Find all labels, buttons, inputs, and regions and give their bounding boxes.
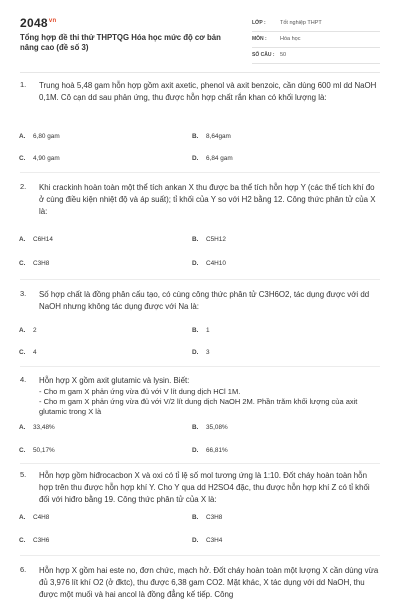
meta-row-count: [252, 48, 380, 64]
option-text: C4H10: [206, 260, 226, 267]
question-stem: Hỗn hợp X gồm hai este no, đơn chức, mạch hở. Đốt cháy hoàn toàn một lượng X cần dùng vừa đủ 3,976 lít khí O2 (ở đktc), thu được 6,38 gam CO2. Mặt khác, X tác dụng với dd NaOH, thu được một muối và hai ancol là đồng đẳng kế tiếp. Công: [39, 566, 379, 599]
option-text: 1: [206, 327, 210, 334]
option-letter: B.: [192, 236, 199, 243]
option-letter: B.: [192, 514, 199, 521]
question-number: 3.: [20, 289, 27, 298]
option-letter: B.: [192, 133, 199, 140]
option-a[interactable]: [19, 514, 49, 521]
option-d[interactable]: [192, 260, 226, 267]
option-letter: C.: [19, 447, 26, 454]
option-text: 4: [33, 349, 37, 356]
option-c[interactable]: [19, 155, 60, 162]
option-text: C3H4: [206, 537, 223, 544]
option-text: 6,84 gam: [206, 155, 233, 162]
option-text: 2: [33, 327, 37, 334]
question-divider: [20, 279, 380, 280]
option-letter: A.: [19, 133, 26, 140]
question-divider: [20, 463, 380, 464]
meta-row-class: [252, 16, 380, 32]
question-intro: Hỗn hợp X gồm axit glutamic và lysin. Biết:: [39, 376, 190, 385]
option-c[interactable]: [19, 260, 49, 267]
option-text: 4,90 gam: [33, 155, 60, 162]
option-text: C5H12: [206, 236, 226, 243]
option-letter: C.: [19, 537, 26, 544]
option-a[interactable]: [19, 236, 53, 243]
option-letter: D.: [192, 349, 199, 356]
header-divider: [20, 72, 380, 73]
logo-text: 2048: [20, 16, 48, 30]
question-divider: [20, 555, 380, 556]
meta-value: Hóa học: [280, 35, 301, 42]
option-d[interactable]: [192, 155, 233, 162]
question-stem: [39, 375, 380, 417]
question-number: 5.: [20, 470, 27, 479]
option-b[interactable]: [192, 327, 210, 334]
option-c[interactable]: [19, 349, 37, 356]
meta-value: Tốt nghiệp THPT: [280, 19, 322, 26]
option-letter: D.: [192, 260, 199, 267]
option-text: C4H8: [33, 514, 50, 521]
option-b[interactable]: [192, 236, 226, 243]
option-letter: B.: [192, 327, 199, 334]
question-number: 2.: [20, 182, 27, 191]
exam-title: Tổng hợp đề thi thử THPTQG Hóa học mức độ cơ bản nâng cao (đề số 3): [20, 33, 221, 52]
question-stem: Số hợp chất là đồng phân cấu tạo, có cùng công thức phân tử C3H6O2, tác dụng được với dd NaOH nhưng không tác dụng được với Na là:: [39, 290, 370, 311]
option-text: 66,81%: [206, 447, 228, 454]
question-divider: [20, 366, 380, 367]
header: [20, 14, 380, 66]
meta-key: LỚP :: [252, 20, 266, 26]
option-letter: C.: [19, 349, 26, 356]
exam-meta: [252, 16, 380, 64]
question-stem: Hỗn hợp gồm hiđrocacbon X và oxi có tỉ lệ số mol tương ứng là 1:10. Đốt cháy hoàn toàn hỗn hợp trên thu được hỗn hợp khí Y. Cho Y qua dd H2SO4 đặc, thu được hỗn hợp khí Z có tỉ khối đối với hiđro bằng 19. Công thức phân tử của X là:: [39, 471, 370, 504]
option-letter: A.: [19, 236, 26, 243]
option-a[interactable]: [19, 327, 37, 334]
option-b[interactable]: [192, 514, 222, 521]
question-number: 1.: [20, 80, 27, 89]
question-line: - Cho m gam X phản ứng vừa đủ với V/2 lít dung dịch NaOH 2M. Phần trăm khối lượng của axit glutamic trong X là: [39, 397, 358, 416]
question-6: [20, 565, 380, 600]
option-c[interactable]: [19, 447, 55, 454]
option-text: 50,17%: [33, 447, 55, 454]
meta-value: 50: [280, 51, 287, 58]
meta-row-subject: [252, 32, 380, 48]
option-text: 33,48%: [33, 424, 55, 431]
option-text: C3H6: [33, 537, 50, 544]
question-stem: Khi crackinh hoàn toàn một thể tích ankan X thu được ba thể tích hỗn hợp Y (các thể tích khí đo ở cùng điều kiện nhiệt độ và áp suất); tỉ khối của Y so với H2 bằng 12. Công thức phân tử của X là:: [39, 183, 376, 216]
option-letter: A.: [19, 424, 26, 431]
option-letter: A.: [19, 327, 26, 334]
option-c[interactable]: [19, 537, 49, 544]
option-text: 3: [206, 349, 210, 356]
option-b[interactable]: [192, 133, 231, 140]
option-letter: C.: [19, 155, 26, 162]
option-letter: C.: [19, 260, 26, 267]
option-d[interactable]: [192, 447, 228, 454]
logo-suffix: vn: [48, 18, 57, 24]
option-letter: D.: [192, 155, 199, 162]
option-letter: D.: [192, 447, 199, 454]
option-text: 35,08%: [206, 424, 228, 431]
option-text: C3H8: [206, 514, 223, 521]
question-number: 6.: [20, 565, 27, 574]
meta-key: SỐ CÂU :: [252, 52, 275, 58]
question-divider: [20, 172, 380, 173]
option-text: C6H14: [33, 236, 53, 243]
option-letter: D.: [192, 537, 199, 544]
option-b[interactable]: [192, 424, 228, 431]
option-text: C3H8: [33, 260, 50, 267]
question-line: - Cho m gam X phản ứng vừa đủ với V lít dung dịch HCl 1M.: [39, 387, 241, 396]
option-d[interactable]: [192, 537, 222, 544]
option-letter: B.: [192, 424, 199, 431]
option-a[interactable]: [19, 133, 60, 140]
option-text: 8,64gam: [206, 133, 231, 140]
meta-key: MÔN :: [252, 36, 267, 42]
option-d[interactable]: [192, 349, 210, 356]
question-number: 4.: [20, 375, 27, 384]
option-letter: A.: [19, 514, 26, 521]
option-text: 6,80 gam: [33, 133, 60, 140]
option-a[interactable]: [19, 424, 55, 431]
question-stem: Trung hoà 5,48 gam hỗn hợp gồm axit axetic, phenol và axit benzoic, cần dùng 600 ml dd NaOH 0,1M. Cô cạn dd sau phản ứng, thu được hỗn hợp chất rắn khan có khối lượng là:: [39, 81, 377, 102]
site-logo[interactable]: [20, 16, 57, 30]
